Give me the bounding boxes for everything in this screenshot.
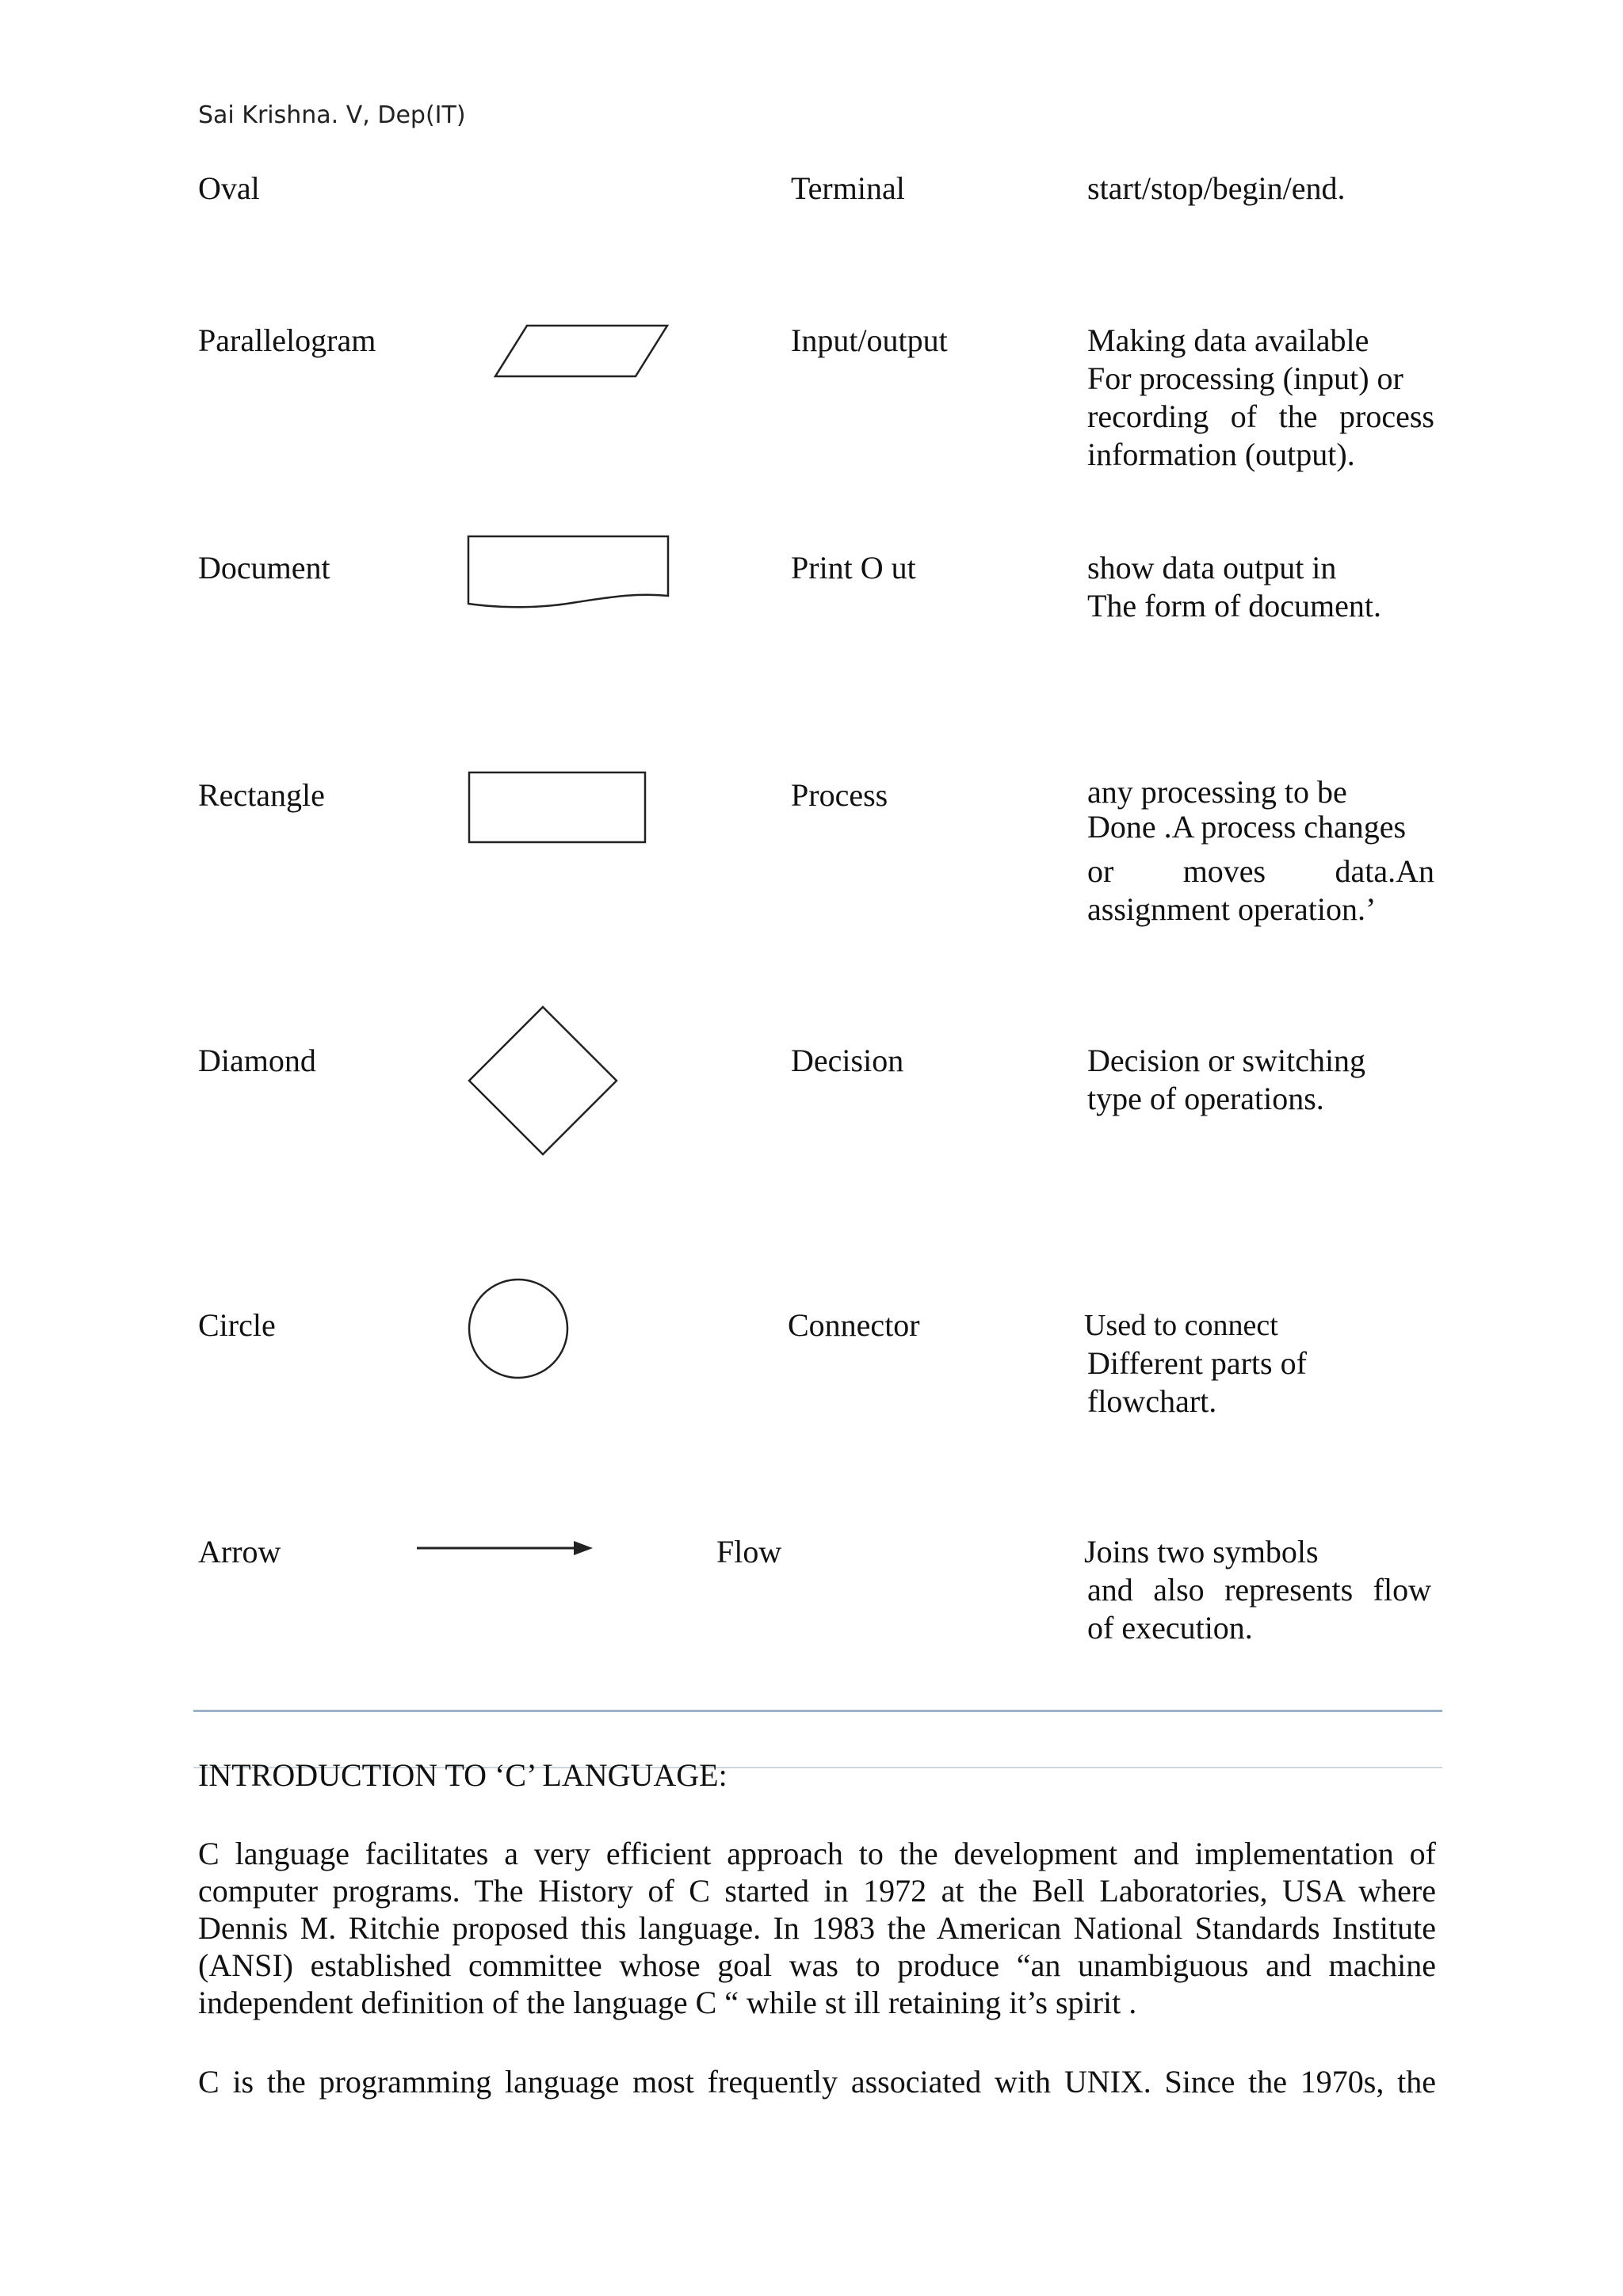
paragraph-line: C language facilitates a very efficient approach to the development and implementation of xyxy=(198,1836,1436,1871)
description-line: Done .A process changes xyxy=(1087,809,1407,845)
symbol-description xyxy=(1087,776,1434,929)
description-line: of execution. xyxy=(1087,1610,1253,1646)
paragraph-line: independent definition of the language C “ while st ill retaining it’s spirit . xyxy=(198,1985,1137,2020)
symbol-meaning: Process xyxy=(791,777,888,813)
symbol-meaning: Connector xyxy=(788,1307,920,1343)
symbol-meaning: Print O ut xyxy=(791,550,916,585)
paragraph-line: Dennis M. Ritchie proposed this language. In 1983 the American National Standards Institute xyxy=(198,1910,1436,1946)
paragraph-line: (ANSI) established committee whose goal was to produce “an unambiguous and machine xyxy=(198,1947,1436,1983)
arrow-shape-icon xyxy=(415,1539,596,1558)
intro-paragraph xyxy=(198,1835,1436,2021)
symbol-description xyxy=(1087,549,1434,625)
unix-paragraph xyxy=(198,2063,1436,2100)
parallelogram-shape-icon xyxy=(491,323,674,379)
symbol-description xyxy=(1084,1533,1431,1647)
symbol-meaning: Flow xyxy=(716,1534,782,1569)
symbol-meaning: Decision xyxy=(791,1043,904,1078)
description-line: Different parts of xyxy=(1087,1345,1307,1381)
symbol-meaning: Terminal xyxy=(791,170,905,206)
paragraph-line: computer programs. The History of C started in 1972 at the Bell Laboratories, USA where xyxy=(198,1873,1436,1909)
description-line: type of operations. xyxy=(1087,1081,1324,1116)
symbol-meaning: Input/output xyxy=(791,322,948,358)
symbol-description xyxy=(1087,1042,1434,1118)
description-line: start/stop/begin/end. xyxy=(1087,170,1346,206)
description-line: Used to connect xyxy=(1084,1309,1278,1342)
symbol-name: Circle xyxy=(198,1307,276,1343)
description-line: The form of document. xyxy=(1087,588,1381,624)
page-header-author: Sai Krishna. V, Dep(IT) xyxy=(198,101,466,129)
description-line: show data output in xyxy=(1087,550,1337,585)
symbol-description xyxy=(1087,170,1434,208)
circle-shape-icon xyxy=(467,1277,570,1380)
symbol-name: Oval xyxy=(198,170,260,206)
document-shape-icon xyxy=(466,534,672,613)
symbol-description xyxy=(1084,1306,1431,1421)
description-line: recording of the process xyxy=(1087,399,1434,434)
symbol-name: Rectangle xyxy=(198,777,325,813)
description-line: any processing to be xyxy=(1087,774,1347,810)
description-line: assignment operation.’ xyxy=(1087,891,1377,927)
symbol-name: Diamond xyxy=(198,1043,316,1078)
description-line: Decision or switching xyxy=(1087,1043,1366,1078)
description-line: Making data available xyxy=(1087,322,1369,358)
symbol-name: Parallelogram xyxy=(198,322,376,358)
description-line: Joins two symbols xyxy=(1084,1534,1319,1569)
symbol-description xyxy=(1087,322,1434,474)
rectangle-shape-icon xyxy=(467,770,647,845)
symbol-name: Arrow xyxy=(198,1534,281,1569)
description-line: flowchart. xyxy=(1087,1383,1217,1419)
section-divider xyxy=(193,1710,1442,1712)
description-line: and also represents flow xyxy=(1087,1572,1431,1608)
symbol-name: Document xyxy=(198,550,330,585)
section-heading: INTRODUCTION TO ‘C’ LANGUAGE: xyxy=(198,1757,727,1793)
paragraph-line: C is the programming language most frequently associated with UNIX. Since the 1970s, the xyxy=(198,2064,1436,2100)
description-line: information (output). xyxy=(1087,437,1355,472)
description-line: For processing (input) or xyxy=(1087,360,1403,396)
description-line: or moves data.An xyxy=(1087,853,1434,889)
diamond-shape-icon xyxy=(467,1005,619,1157)
